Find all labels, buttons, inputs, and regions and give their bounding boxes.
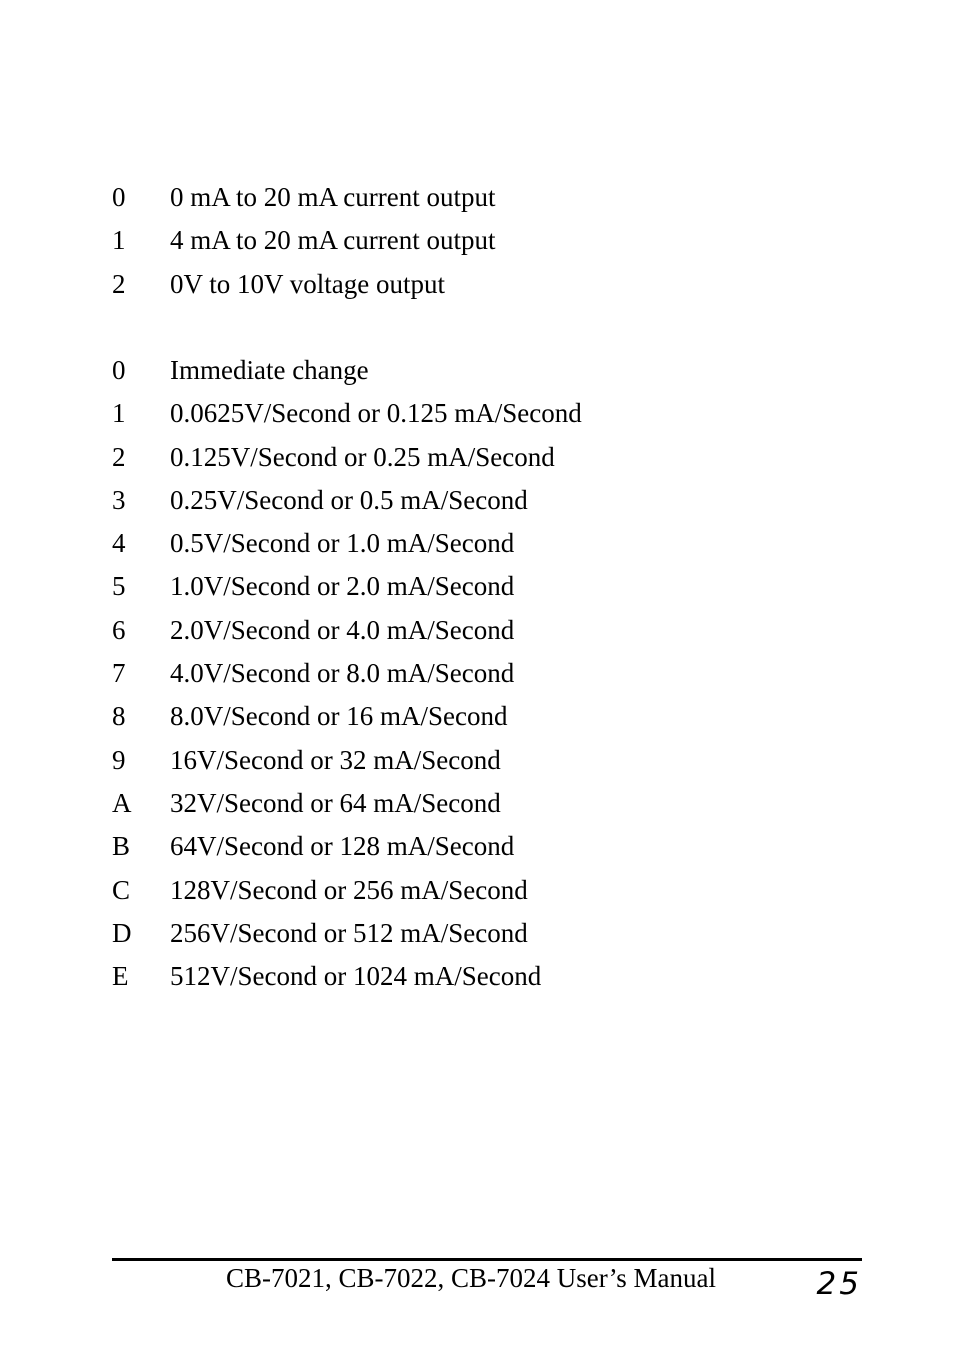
output-type-table [112, 176, 832, 306]
slew-rate-code: 6 [112, 614, 126, 645]
slew-rate-code: 8 [112, 701, 126, 732]
slew-rate-row [112, 825, 832, 868]
slew-rate-code: 4 [112, 528, 126, 559]
slew-rate-code: 1 [112, 398, 126, 429]
slew-rate-code: 3 [112, 484, 126, 515]
slew-rate-row [112, 912, 832, 955]
slew-rate-code: 5 [112, 571, 126, 602]
slew-rate-description: 4.0V/Second or 8.0 mA/Second [170, 658, 515, 689]
page-number: 25 [816, 1266, 862, 1302]
slew-rate-description: 128V/Second or 256 mA/Second [170, 874, 528, 905]
slew-rate-description: 16V/Second or 32 mA/Second [170, 744, 501, 775]
slew-rate-code: 2 [112, 441, 126, 472]
slew-rate-description: 32V/Second or 64 mA/Second [170, 787, 501, 818]
slew-rate-table [112, 349, 832, 998]
footer-manual-title: CB-7021, CB-7022, CB-7024 User’s Manual [226, 1263, 716, 1293]
slew-rate-row [112, 349, 832, 392]
slew-rate-row [112, 695, 832, 738]
slew-rate-row [112, 436, 832, 479]
slew-rate-description: 512V/Second or 1024 mA/Second [170, 961, 542, 992]
slew-rate-description: Immediate change [170, 355, 369, 385]
slew-rate-row [112, 522, 832, 565]
output-type-description: 0V to 10V voltage output [170, 268, 445, 299]
slew-rate-row [112, 869, 832, 912]
slew-rate-row [112, 739, 832, 782]
slew-rate-description: 64V/Second or 128 mA/Second [170, 831, 515, 862]
slew-rate-code: D [112, 917, 132, 948]
slew-rate-row [112, 565, 832, 608]
slew-rate-code: C [112, 874, 131, 905]
output-type-row [112, 263, 832, 306]
slew-rate-description: 2.0V/Second or 4.0 mA/Second [170, 614, 515, 645]
slew-rate-code: E [112, 961, 129, 992]
slew-rate-code: 7 [112, 658, 126, 689]
slew-rate-code: 9 [112, 744, 126, 775]
output-type-row [112, 219, 832, 262]
slew-rate-row [112, 955, 832, 998]
output-type-code: 1 [112, 225, 126, 256]
slew-rate-code: A [112, 787, 132, 818]
slew-rate-row [112, 652, 832, 695]
footer-divider [112, 1258, 862, 1261]
slew-rate-row [112, 479, 832, 522]
output-type-row [112, 176, 832, 219]
slew-rate-description: 0.125V/Second or 0.25 mA/Second [170, 441, 555, 472]
slew-rate-description: 0.0625V/Second or 0.125 mA/Second [170, 398, 582, 429]
slew-rate-row [112, 609, 832, 652]
slew-rate-description: 0.5V/Second or 1.0 mA/Second [170, 528, 515, 559]
slew-rate-code: 0 [112, 355, 126, 385]
output-type-code: 2 [112, 268, 126, 299]
output-type-code: 0 [112, 182, 126, 212]
output-type-description: 0 mA to 20 mA current output [170, 182, 496, 212]
slew-rate-row [112, 392, 832, 435]
output-type-description: 4 mA to 20 mA current output [170, 225, 496, 256]
slew-rate-row [112, 782, 832, 825]
slew-rate-description: 8.0V/Second or 16 mA/Second [170, 701, 508, 732]
slew-rate-description: 1.0V/Second or 2.0 mA/Second [170, 571, 515, 602]
slew-rate-description: 256V/Second or 512 mA/Second [170, 917, 528, 948]
slew-rate-description: 0.25V/Second or 0.5 mA/Second [170, 484, 528, 515]
slew-rate-code: B [112, 831, 131, 862]
